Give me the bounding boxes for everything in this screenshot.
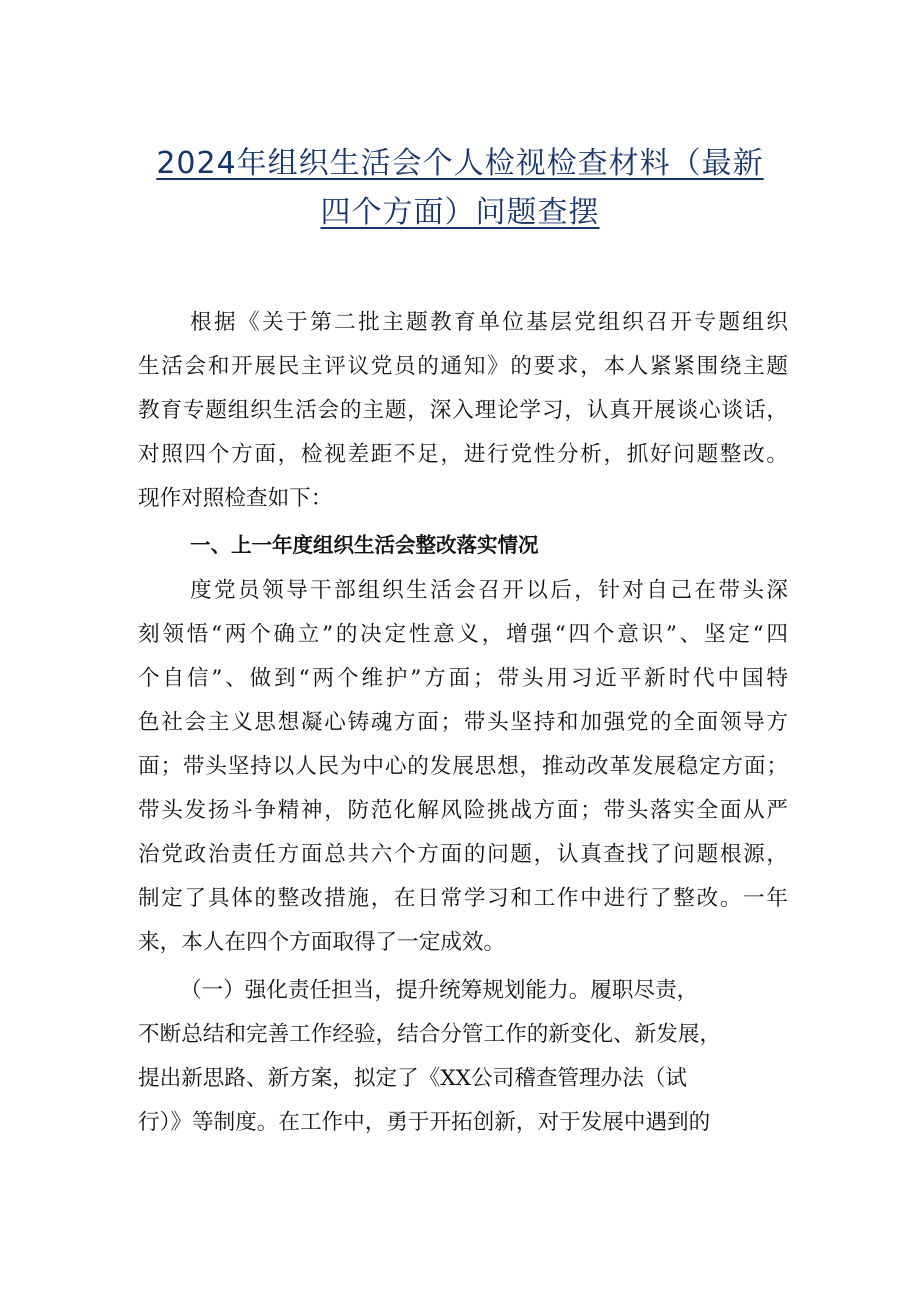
subsection-line: 不断总结和完善工作经验，结合分管工作的新变化、新发展， bbox=[138, 1022, 722, 1047]
document-title-line-1: 2024年组织生活会个人检视检查材料（最新 bbox=[156, 146, 764, 181]
intro-line: 生活会和开展民主评议党员的通知》的要求，本人紧紧围绕主题 bbox=[138, 354, 788, 379]
subsection-line: 提出新思路、新方案，拟定了《XX公司稽查管理办法（试 bbox=[138, 1066, 687, 1091]
intro-line: 现作对照检查如下： bbox=[138, 486, 333, 511]
section-line: 色社会主义思想凝心铸魂方面；带头坚持和加强党的全面领导方 bbox=[138, 710, 788, 735]
section-line: 刻领悟“两个确立”的决定性意义，增强“四个意识”、坚定“四 bbox=[138, 622, 788, 647]
section-line: 面；带头坚持以人民为中心的发展思想，推动改革发展稳定方面； bbox=[138, 754, 788, 779]
intro-line: 教育专题组织生活会的主题，深入理论学习，认真开展谈心谈话， bbox=[138, 398, 788, 423]
section-line: 个自信”、做到“两个维护”方面；带头用习近平新时代中国特 bbox=[138, 666, 788, 691]
section-line: 来，本人在四个方面取得了一定成效。 bbox=[138, 930, 506, 955]
intro-line: 根据《关于第二批主题教育单位基层党组织召开专题组织 bbox=[190, 310, 788, 335]
intro-line: 对照四个方面，检视差距不足，进行党性分析，抓好问题整改。 bbox=[138, 442, 788, 467]
subsection-line: 行）》等制度。在工作中，勇于开拓创新，对于发展中遇到的 bbox=[138, 1110, 711, 1135]
section-line: 治党政治责任方面总共六个方面的问题，认真查找了问题根源， bbox=[138, 842, 788, 867]
section-line: 带头发扬斗争精神，防范化解风险挑战方面；带头落实全面从严 bbox=[138, 798, 788, 823]
section-heading: 一、上一年度组织生活会整改落实情况 bbox=[190, 533, 539, 557]
section-line: 度党员领导干部组织生活会召开以后，针对自己在带头深 bbox=[190, 578, 788, 603]
section-line: 制定了具体的整改措施，在日常学习和工作中进行了整改。一年 bbox=[138, 886, 788, 911]
subsection-line: （一）强化责任担当，提升统筹规划能力。履职尽责， bbox=[180, 978, 699, 1003]
document-title-line-2: 四个方面）问题查摆 bbox=[320, 195, 600, 230]
